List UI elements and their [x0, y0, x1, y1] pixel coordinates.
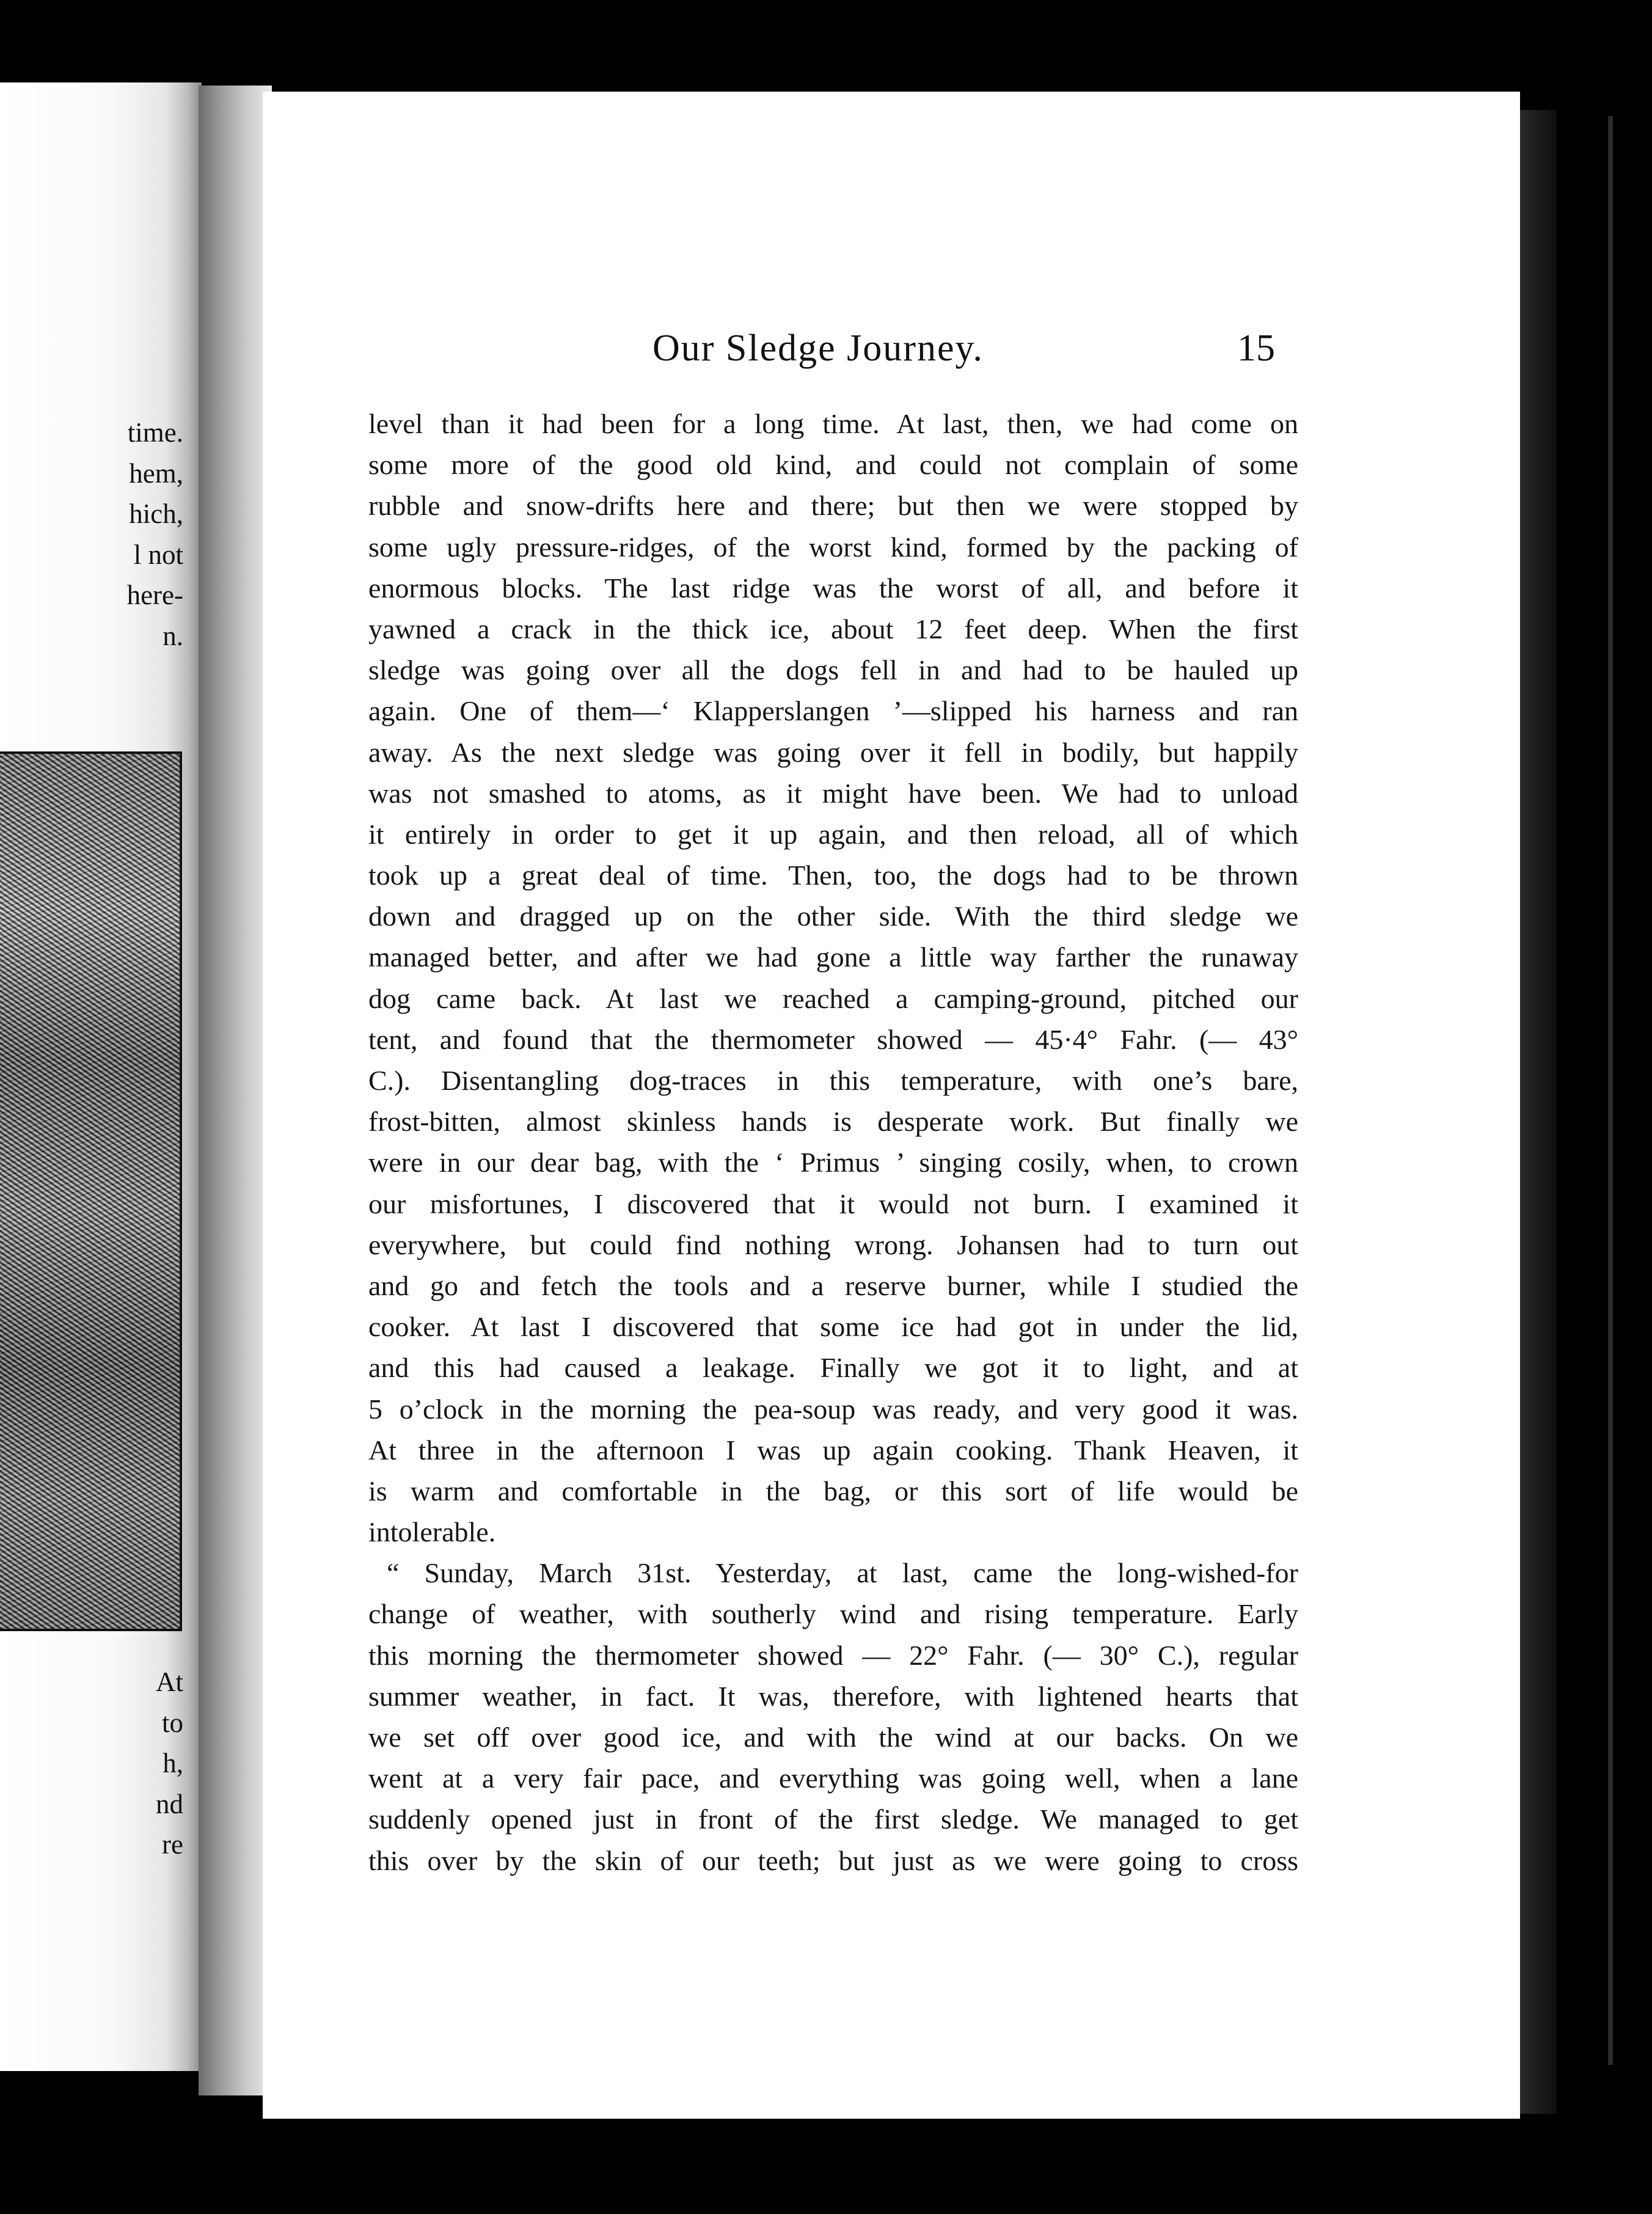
page-edge: [1520, 110, 1557, 2114]
engraving-illustration: [0, 751, 182, 1631]
text-line: and go and fetch the tools and a reserve burner, while I studied the: [368, 1270, 1298, 1301]
text-line: took up a great deal of time. Then, too, the dogs had to be thrown: [368, 860, 1298, 891]
text-line: everywhere, but could find nothing wrong. Johansen had to turn out: [368, 1229, 1298, 1260]
left-page-text-upper: [0, 412, 183, 656]
page-body-text: [368, 403, 1298, 1881]
text-line: dog came back. At last we reached a camping-ground, pitched our: [368, 982, 1298, 1014]
left-fragment: n.: [163, 620, 183, 651]
text-line: level than it had been for a long time. At last, then, we had come on: [368, 408, 1298, 439]
left-facing-page: [0, 82, 202, 2071]
text-line: down and dragged up on the other side. With the third sledge we: [368, 901, 1298, 932]
text-line: At three in the afternoon I was up again cooking. Thank Heaven, it: [368, 1434, 1298, 1466]
left-fragment: hich,: [129, 499, 183, 529]
text-line: some more of the good old kind, and could not complain of some: [368, 449, 1298, 481]
text-line: again. One of them—‘ Klapperslangen ’—slipped his harness and ran: [368, 695, 1298, 727]
text-line: yawned a crack in the thick ice, about 12 feet deep. When the first: [368, 613, 1298, 645]
text-line: C.). Disentangling dog-traces in this temperature, with one’s bare,: [368, 1065, 1298, 1096]
text-line: some ugly pressure-ridges, of the worst kind, formed by the packing of: [368, 531, 1298, 563]
text-line: away. As the next sledge was going over it fell in bodily, but happily: [368, 736, 1298, 768]
text-line: enormous blocks. The last ridge was the worst of all, and before it: [368, 572, 1298, 604]
text-line: we set off over good ice, and with the wind at our backs. On we: [368, 1722, 1298, 1753]
text-line: was not smashed to atoms, as it might have been. We had to unload: [368, 777, 1298, 809]
text-line: and this had caused a leakage. Finally we got it to light, and at: [368, 1352, 1298, 1384]
left-fragment: At: [156, 1667, 183, 1697]
left-fragment: time.: [127, 417, 183, 448]
text-line: suddenly opened just in front of the first sledge. We managed to get: [368, 1803, 1298, 1835]
left-fragment: h,: [163, 1748, 183, 1778]
text-line: 5 o’clock in the morning the pea-soup was ready, and very good it was.: [368, 1393, 1298, 1425]
left-fragment: hem,: [129, 458, 183, 489]
text-line: managed better, and after we had gone a little way farther the runaway: [368, 941, 1298, 973]
left-fragment: re: [162, 1829, 183, 1860]
text-line: this over by the skin of our teeth; but just as we were going to cross: [368, 1844, 1298, 1876]
left-fragment: to: [161, 1707, 183, 1738]
text-line: were in our dear bag, with the ‘ Primus ’ singing cosily, when, to crown: [368, 1147, 1298, 1178]
text-line: this morning the thermometer showed — 22° Fahr. (— 30° C.), regular: [368, 1639, 1298, 1671]
cover-edge: [1608, 116, 1613, 2065]
left-fragment: l not: [133, 539, 183, 570]
text-line: our misfortunes, I discovered that it would not burn. I examined it: [368, 1188, 1298, 1219]
book-gutter-shadow: [199, 86, 272, 2095]
left-page-text-lower: [0, 1662, 183, 1865]
text-line: intolerable.: [368, 1516, 496, 1548]
text-line: change of weather, with southerly wind and rising temperature. Early: [368, 1598, 1298, 1630]
text-line: tent, and found that the thermometer showed — 45·4° Fahr. (— 43°: [368, 1023, 1298, 1055]
text-line: is warm and comfortable in the bag, or this sort of life would be: [368, 1475, 1298, 1507]
page-number: 15: [1237, 327, 1275, 369]
text-line: rubble and snow-drifts here and there; but then we were stopped by: [368, 490, 1298, 522]
text-line: sledge was going over all the dogs fell in and had to be hauled up: [368, 654, 1298, 686]
text-line: summer weather, in fact. It was, therefore, with lightened hearts that: [368, 1680, 1298, 1712]
left-fragment: nd: [156, 1788, 183, 1819]
text-line: cooker. At last I discovered that some ice had got in under the lid,: [368, 1311, 1298, 1343]
running-header-title: Our Sledge Journey.: [652, 327, 984, 369]
left-fragment: here-: [126, 580, 183, 610]
text-line: it entirely in order to get it up again, and then reload, all of which: [368, 818, 1298, 850]
text-line: went at a very fair pace, and everything was going well, when a lane: [368, 1763, 1298, 1794]
text-line: “ Sunday, March 31st. Yesterday, at last, came the long-wished-for: [387, 1557, 1298, 1589]
text-line: frost-bitten, almost skinless hands is desperate work. But finally we: [368, 1106, 1298, 1138]
